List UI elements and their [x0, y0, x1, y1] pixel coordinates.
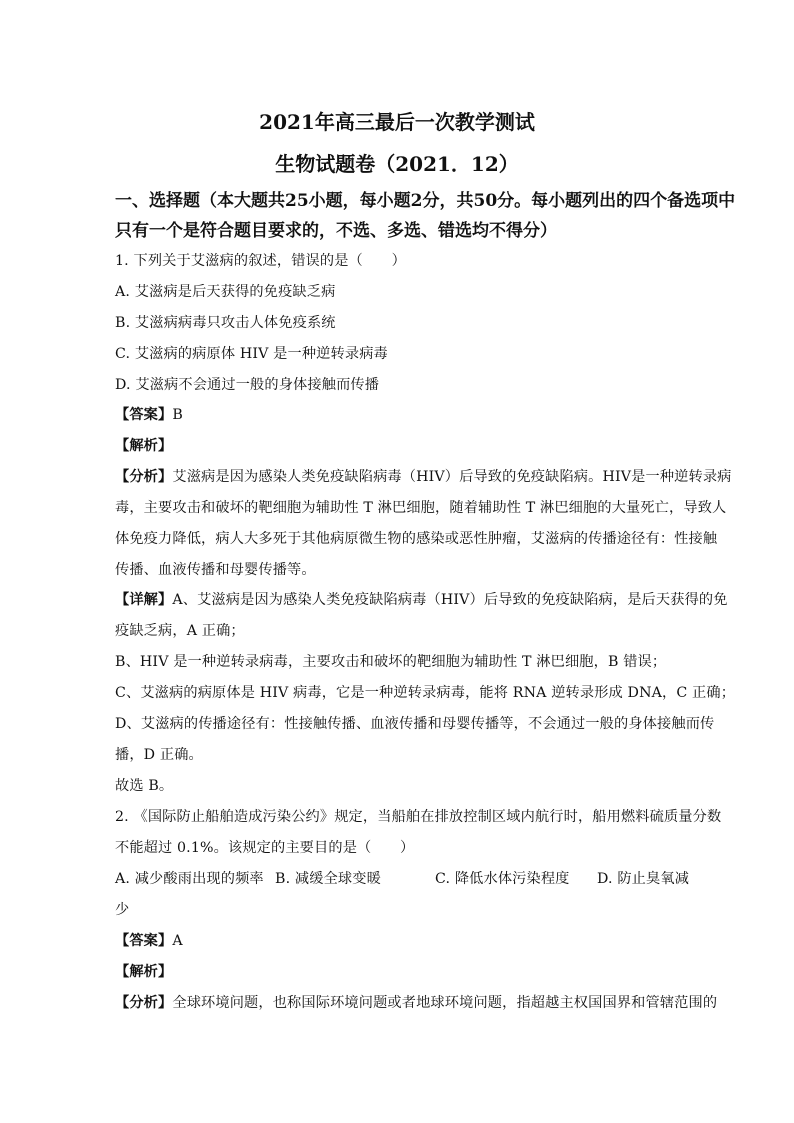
q1-option-d: D. 艾滋病不会通过一般的身体接触而传播 [115, 377, 380, 393]
q2-options [115, 868, 705, 888]
fenxi-tag: 【分析】 [115, 995, 173, 1011]
q2-option-b: B. 减缓全球变暖 [275, 871, 381, 887]
xiangjie-text: A、艾滋病是因为感染人类免疫缺陷病毒（HIV）后导致的免疫缺陷病，是后天获得的免 [172, 592, 728, 608]
answer-tag: 【答案】 [115, 933, 173, 949]
q1-fenxi-line-2: 毒，主要攻击和破坏的靶细胞为辅助性 T 淋巴细胞，随着辅助性 T 淋巴细胞的大量死亡，导致人 [115, 500, 727, 516]
exam-title: 2021年高三最后一次教学测试 [259, 110, 535, 134]
q2-stem-line-1: 2. 《国际防止船舶造成污染公约》规定，当船舶在排放控制区域内航行时，船用燃料硫质量分数 [115, 809, 722, 825]
q1-fenxi-line-1 [115, 466, 732, 486]
q1-option-c: C. 艾滋病的病原体 HIV 是一种逆转录病毒 [115, 346, 388, 362]
q1-conclusion: 故选 B。 [115, 778, 174, 794]
q1-fenxi-line-4: 传播、血液传播和母婴传播等。 [115, 562, 316, 578]
analysis-tag: 【解析】 [115, 438, 173, 454]
q1-xiangjie-line-4: C、艾滋病的病原体是 HIV 病毒，它是一种逆转录病毒，能将 RNA 逆转录形成 DNA，C 正确； [115, 685, 736, 701]
q1-xiangjie-line-5: D、艾滋病的传播途径有：性接触传播、血液传播和母婴传播等，不会通过一般的身体接触而传 [115, 716, 715, 732]
q2-fenxi-line-1 [115, 992, 718, 1012]
q2-option-c: C. 降低水体污染程度 [435, 871, 570, 887]
q1-xiangjie-line-3: B、HIV 是一种逆转录病毒，主要攻击和破坏的靶细胞为辅助性 T 淋巴细胞，B 错误； [115, 654, 667, 670]
q1-stem: 1. 下列关于艾滋病的叙述，错误的是（ ） [115, 253, 406, 269]
fenxi-tag: 【分析】 [115, 469, 173, 485]
q1-option-b: B. 艾滋病病毒只攻击人体免疫系统 [115, 315, 336, 331]
section-heading-line-1: 一、选择题（本大题共25小题，每小题2分，共50分。每小题列出的四个备选项中 [115, 191, 736, 211]
q2-stem-line-2: 不能超过 0.1%。该规定的主要目的是（ ） [115, 840, 415, 856]
q2-option-d: D. 防止臭氧减 [597, 871, 690, 887]
q1-fenxi-line-3: 体免疫力降低，病人大多死于其他病原微生物的感染或恶性肿瘤，艾滋病的传播途径有：性接触 [115, 531, 718, 547]
q1-xiangjie-line-2: 疫缺乏病，A 正确； [115, 623, 245, 639]
xiangjie-tag: 【详解】 [115, 592, 173, 608]
q1-option-a: A. 艾滋病是后天获得的免疫缺乏病 [115, 284, 336, 300]
fenxi-text: 全球环境问题，也称国际环境问题或者地球环境问题，指超越主权国国界和管辖范围的 [172, 995, 718, 1011]
q1-xiangjie-line-6: 播，D 正确。 [115, 747, 203, 763]
answer-tag: 【答案】 [115, 407, 173, 423]
analysis-tag: 【解析】 [115, 964, 173, 980]
answer-value: A [172, 933, 183, 949]
q2-option-d-continued: 少 [115, 902, 130, 918]
q2-option-a: A. 减少酸雨出现的频率 [115, 871, 264, 887]
q1-answer [115, 404, 705, 424]
q1-xiangjie-line-1 [115, 589, 728, 609]
q1-analysis-tag [115, 435, 705, 455]
q2-analysis-tag [115, 961, 705, 981]
exam-subtitle: 生物试题卷（2021．12） [275, 152, 519, 176]
section-heading-line-2: 只有一个是符合题目要求的，不选、多选、错选均不得分） [115, 221, 557, 241]
fenxi-text: 艾滋病是因为感染人类免疫缺陷病毒（HIV）后导致的免疫缺陷病。HIV是一种逆转录病 [172, 469, 732, 485]
answer-value: B [172, 407, 183, 423]
q2-answer [115, 930, 705, 950]
